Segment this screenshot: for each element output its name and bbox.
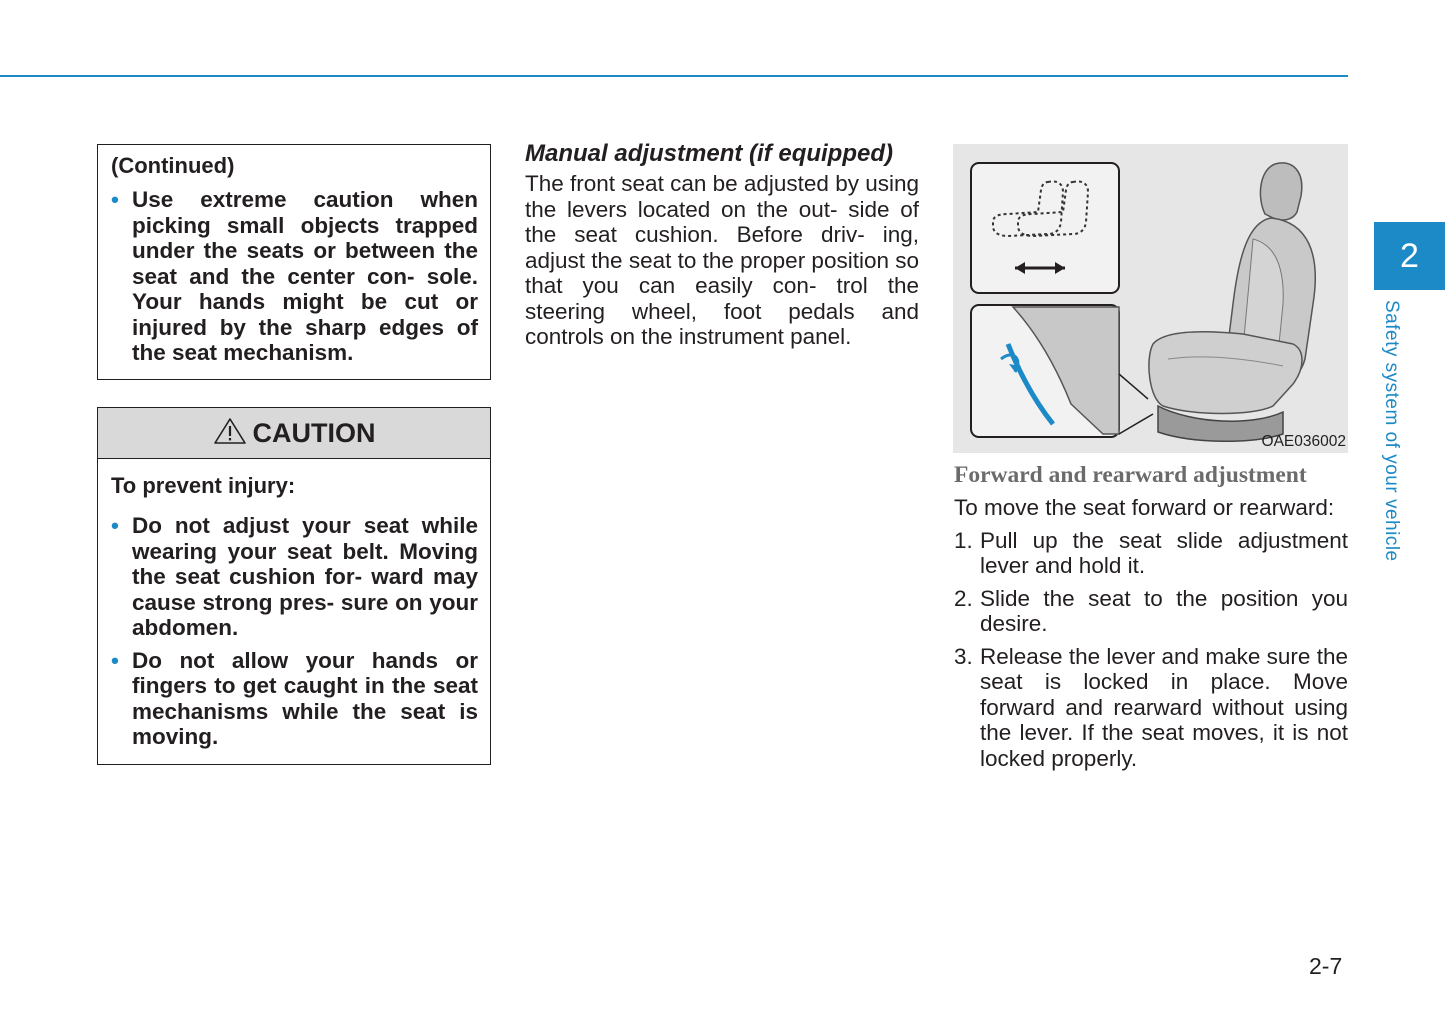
step-text: Pull up the seat slide adjustment lever and hold it. xyxy=(980,527,1348,578)
chapter-title-vertical xyxy=(1380,300,1424,600)
page-number: 2-7 xyxy=(1309,953,1343,979)
caution-intro: To prevent injury: xyxy=(111,473,296,498)
chapter-title: Safety system of your vehicle xyxy=(1381,300,1402,562)
step-text: Release the lever and make sure the seat is locked in place. Move forward and rearward without using the lever. If the seat moves, it is not locked properly. xyxy=(980,643,1348,771)
lever-inset xyxy=(971,305,1119,437)
step-number: 1. xyxy=(954,527,973,553)
bullet-dot-icon: • xyxy=(111,187,119,212)
caution-label: CAUTION xyxy=(252,417,376,448)
seat-illustration xyxy=(953,144,1348,453)
step-item xyxy=(954,586,1348,637)
forward-rearward-intro: To move the seat forward or rearward: xyxy=(954,495,1335,520)
bullet-dot-icon: • xyxy=(111,513,119,538)
main-seat xyxy=(1149,163,1315,441)
caution-box xyxy=(97,407,491,765)
step-text: Slide the seat to the position you desire. xyxy=(980,585,1348,636)
step-list xyxy=(954,528,1348,772)
bullet-text: Use extreme caution when picking small objects trapped under the seats or between the seat and the center con- sole. Your hands might be cut or injured by the sharp edges of the seat mechanism. xyxy=(132,187,478,365)
warning-triangle-icon xyxy=(213,417,247,445)
bullet-text: Do not adjust your seat while wearing your seat belt. Moving the seat cushion for- ward may cause strong pres- sure on your abdomen. xyxy=(132,513,478,640)
caution-header xyxy=(98,408,490,459)
step-item xyxy=(954,644,1348,772)
manual-adjustment-body: The front seat can be adjusted by using the levers located on the out- side of the seat cushion. Before driv- ing, adjust the seat to the proper position so that you can easily con- trol the steering wheel, foot pedals and controls on the instrument panel. xyxy=(525,171,920,349)
manual-adjustment-heading: Manual adjustment (if equipped) xyxy=(525,140,894,167)
seat-slide-inset xyxy=(971,163,1119,293)
bullet-item xyxy=(111,513,478,641)
figure-code: OAE036002 xyxy=(1261,433,1346,450)
step-number: 3. xyxy=(954,643,973,669)
bullet-text: Do not allow your hands or fingers to get caught in the seat mechanisms while the seat is moving. xyxy=(132,647,478,749)
header-rule xyxy=(0,75,1348,77)
manual-adjustment-section xyxy=(525,140,919,350)
continued-title: (Continued) xyxy=(111,153,235,178)
forward-rearward-section xyxy=(954,495,1348,778)
bullet-dot-icon: • xyxy=(111,647,119,673)
continued-bullet-list xyxy=(111,187,478,366)
continued-warning-box xyxy=(97,144,491,380)
chapter-tab: 2 xyxy=(1374,222,1445,290)
caution-bullet-list xyxy=(111,513,478,757)
bullet-item xyxy=(111,648,478,750)
step-number: 2. xyxy=(954,585,973,611)
bullet-item xyxy=(111,187,478,366)
forward-rearward-heading: Forward and rearward adjustment xyxy=(954,462,1307,488)
seat-drawing xyxy=(953,144,1348,453)
step-item xyxy=(954,528,1348,579)
